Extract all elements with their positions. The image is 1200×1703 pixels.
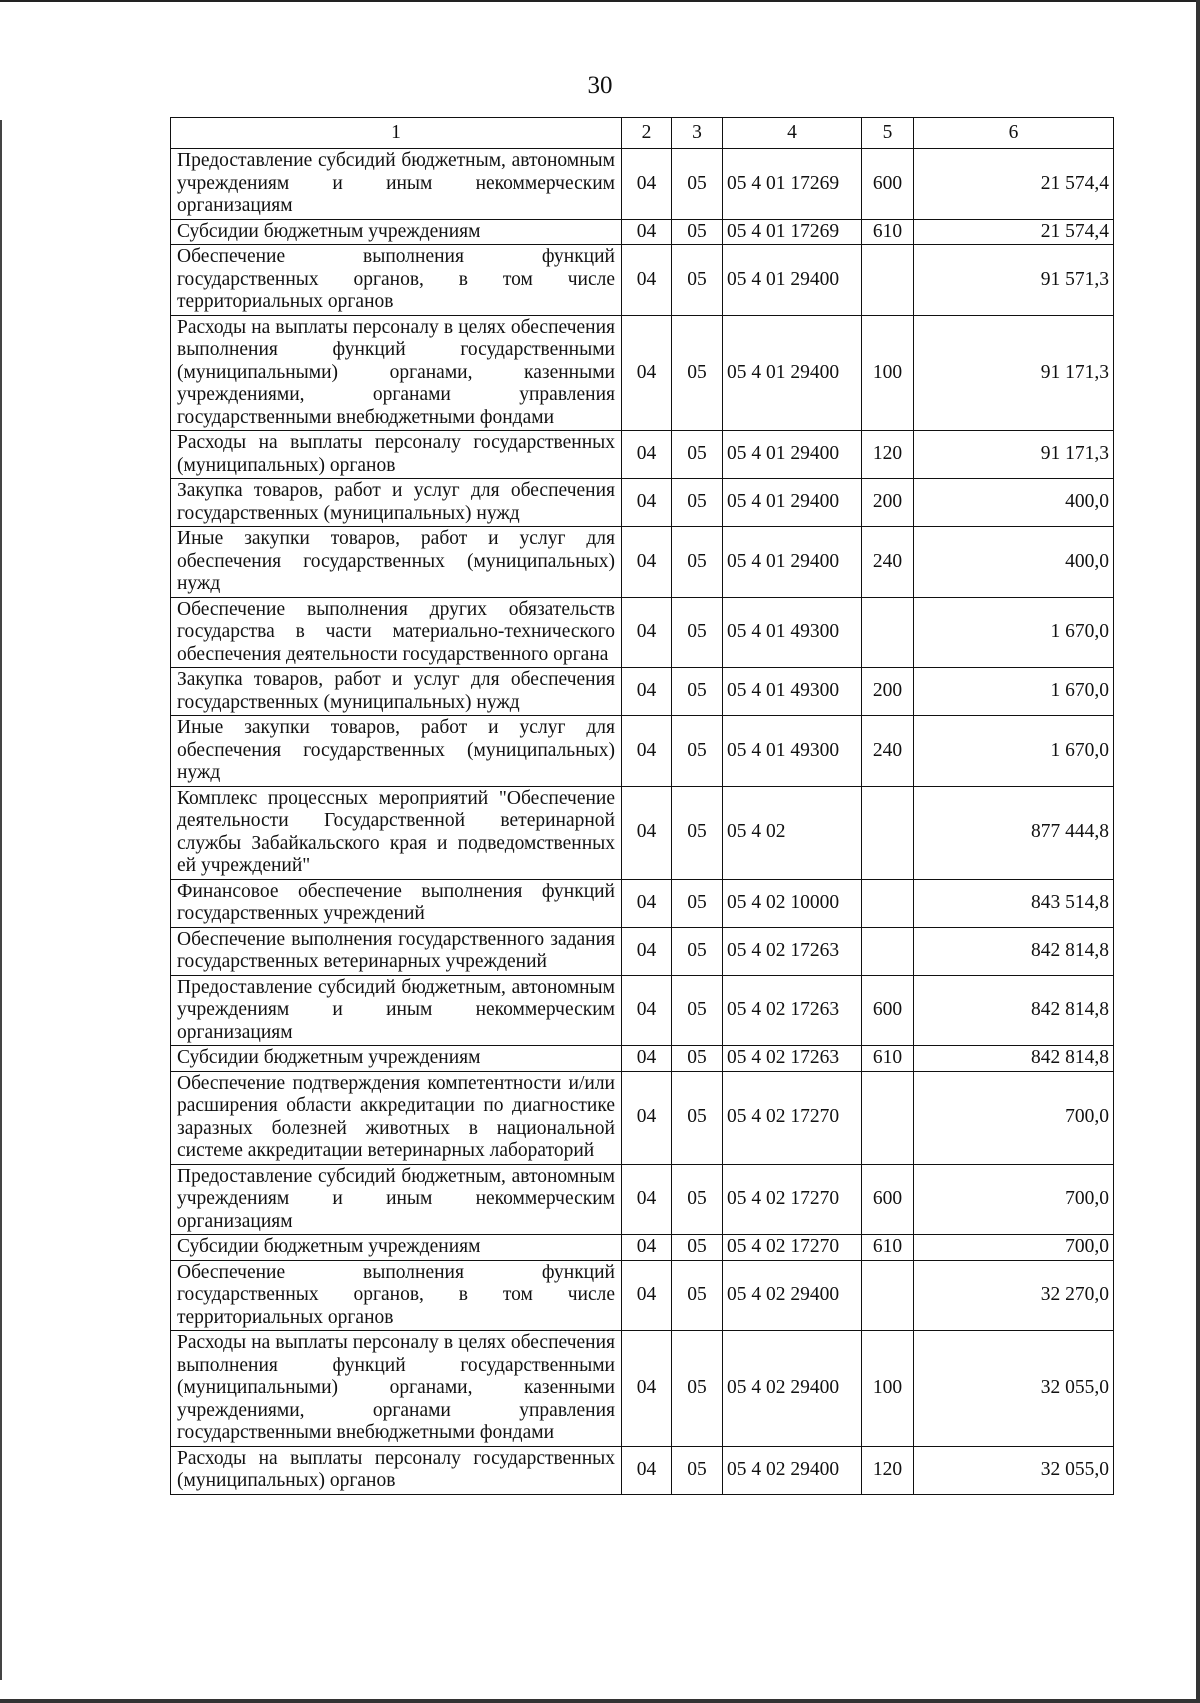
- table-body: [171, 149, 1114, 1495]
- table-row: [171, 1235, 1114, 1261]
- row-expense-type-cell: 240: [862, 716, 914, 787]
- row-name-cell: Иные закупки товаров, работ и услуг для обеспечения государственных (муниципальных) нужд: [171, 716, 622, 787]
- table-row: [171, 927, 1114, 975]
- table-row: [171, 527, 1114, 598]
- row-amount-cell: 21 574,4: [914, 149, 1114, 220]
- table-row: [171, 1071, 1114, 1164]
- row-section-cell: 04: [622, 786, 672, 879]
- row-target-code-cell: 05 4 02 17270: [723, 1235, 862, 1261]
- row-amount-cell: 91 171,3: [914, 431, 1114, 479]
- row-expense-type-cell: [862, 1071, 914, 1164]
- row-subsection-cell: 05: [672, 149, 723, 220]
- header-col-5: 5: [862, 118, 914, 149]
- row-target-code-cell: 05 4 02 17270: [723, 1071, 862, 1164]
- row-section-cell: 04: [622, 219, 672, 245]
- table-row: [171, 668, 1114, 716]
- row-expense-type-cell: 600: [862, 975, 914, 1046]
- table-row: [171, 479, 1114, 527]
- row-name-cell: Финансовое обеспечение выполнения функций государственных учреждений: [171, 879, 622, 927]
- row-subsection-cell: 05: [672, 1046, 723, 1072]
- budget-table: [170, 117, 1114, 1495]
- row-name-cell: Предоставление субсидий бюджетным, автономным учреждениям и иным некоммерческим организациям: [171, 1164, 622, 1235]
- row-amount-cell: 700,0: [914, 1164, 1114, 1235]
- row-amount-cell: 700,0: [914, 1071, 1114, 1164]
- row-name-cell: Закупка товаров, работ и услуг для обеспечения государственных (муниципальных) нужд: [171, 668, 622, 716]
- row-name-cell: Расходы на выплаты персоналу в целях обеспечения выполнения функций государственными (муниципальными) органами, казенными учреждениями, органами управления государственными внебюджетными фондами: [171, 315, 622, 431]
- table-row: [171, 315, 1114, 431]
- table-row: [171, 431, 1114, 479]
- row-name-cell: Расходы на выплаты персоналу государственных (муниципальных) органов: [171, 431, 622, 479]
- header-col-4: 4: [723, 118, 862, 149]
- row-amount-cell: 32 055,0: [914, 1331, 1114, 1447]
- row-name-cell: Предоставление субсидий бюджетным, автономным учреждениям и иным некоммерческим организациям: [171, 149, 622, 220]
- row-name-cell: Расходы на выплаты персоналу в целях обеспечения выполнения функций государственными (муниципальными) органами, казенными учреждениями, органами управления государственными внебюджетными фондами: [171, 1331, 622, 1447]
- row-expense-type-cell: 120: [862, 431, 914, 479]
- row-target-code-cell: 05 4 01 29400: [723, 527, 862, 598]
- row-target-code-cell: 05 4 01 49300: [723, 597, 862, 668]
- table-row: [171, 149, 1114, 220]
- row-section-cell: 04: [622, 927, 672, 975]
- row-subsection-cell: 05: [672, 1164, 723, 1235]
- row-subsection-cell: 05: [672, 879, 723, 927]
- row-subsection-cell: 05: [672, 315, 723, 431]
- row-name-cell: Иные закупки товаров, работ и услуг для обеспечения государственных (муниципальных) нужд: [171, 527, 622, 598]
- row-section-cell: 04: [622, 315, 672, 431]
- row-expense-type-cell: 200: [862, 479, 914, 527]
- header-col-3: 3: [672, 118, 723, 149]
- row-expense-type-cell: 610: [862, 219, 914, 245]
- row-section-cell: 04: [622, 479, 672, 527]
- row-amount-cell: 877 444,8: [914, 786, 1114, 879]
- row-subsection-cell: 05: [672, 1235, 723, 1261]
- scan-edge-top: [0, 0, 1200, 2]
- table-row: [171, 597, 1114, 668]
- header-col-2: 2: [622, 118, 672, 149]
- row-target-code-cell: 05 4 01 17269: [723, 219, 862, 245]
- table-row: [171, 219, 1114, 245]
- row-subsection-cell: 05: [672, 927, 723, 975]
- row-amount-cell: 842 814,8: [914, 1046, 1114, 1072]
- row-target-code-cell: 05 4 02 17263: [723, 927, 862, 975]
- row-name-cell: Обеспечение выполнения государственного задания государственных ветеринарных учреждений: [171, 927, 622, 975]
- row-section-cell: 04: [622, 1046, 672, 1072]
- row-section-cell: 04: [622, 975, 672, 1046]
- row-name-cell: Обеспечение выполнения функций государственных органов, в том числе территориальных органов: [171, 245, 622, 316]
- row-amount-cell: 21 574,4: [914, 219, 1114, 245]
- row-subsection-cell: 05: [672, 431, 723, 479]
- header-col-1: 1: [171, 118, 622, 149]
- table-row: [171, 1164, 1114, 1235]
- row-target-code-cell: 05 4 02 17263: [723, 1046, 862, 1072]
- table-header-row: [171, 118, 1114, 149]
- row-section-cell: 04: [622, 1164, 672, 1235]
- row-name-cell: Комплекс процессных мероприятий "Обеспечение деятельности Государственной ветеринарной службы Забайкальского края и подведомственных ей учреждений": [171, 786, 622, 879]
- row-amount-cell: 842 814,8: [914, 975, 1114, 1046]
- row-expense-type-cell: [862, 597, 914, 668]
- row-target-code-cell: 05 4 02 10000: [723, 879, 862, 927]
- row-target-code-cell: 05 4 02 17263: [723, 975, 862, 1046]
- row-name-cell: Субсидии бюджетным учреждениям: [171, 219, 622, 245]
- row-name-cell: Обеспечение выполнения других обязательств государства в части материально-технического обеспечения деятельности государственного органа: [171, 597, 622, 668]
- row-subsection-cell: 05: [672, 597, 723, 668]
- row-subsection-cell: 05: [672, 975, 723, 1046]
- row-expense-type-cell: 100: [862, 1331, 914, 1447]
- table-row: [171, 879, 1114, 927]
- row-expense-type-cell: [862, 245, 914, 316]
- row-name-cell: Закупка товаров, работ и услуг для обеспечения государственных (муниципальных) нужд: [171, 479, 622, 527]
- row-expense-type-cell: 240: [862, 527, 914, 598]
- row-expense-type-cell: [862, 879, 914, 927]
- row-name-cell: Субсидии бюджетным учреждениям: [171, 1235, 622, 1261]
- row-subsection-cell: 05: [672, 527, 723, 598]
- row-amount-cell: 842 814,8: [914, 927, 1114, 975]
- row-section-cell: 04: [622, 597, 672, 668]
- row-target-code-cell: 05 4 02 29400: [723, 1446, 862, 1494]
- row-amount-cell: 1 670,0: [914, 597, 1114, 668]
- table-row: [171, 1260, 1114, 1331]
- row-section-cell: 04: [622, 668, 672, 716]
- row-subsection-cell: 05: [672, 219, 723, 245]
- table-row: [171, 1046, 1114, 1072]
- row-target-code-cell: 05 4 01 29400: [723, 315, 862, 431]
- row-expense-type-cell: 100: [862, 315, 914, 431]
- row-section-cell: 04: [622, 1071, 672, 1164]
- row-target-code-cell: 05 4 02 29400: [723, 1331, 862, 1447]
- row-amount-cell: 91 171,3: [914, 315, 1114, 431]
- row-expense-type-cell: 120: [862, 1446, 914, 1494]
- row-amount-cell: 400,0: [914, 527, 1114, 598]
- row-amount-cell: 700,0: [914, 1235, 1114, 1261]
- row-target-code-cell: 05 4 02: [723, 786, 862, 879]
- row-amount-cell: 32 270,0: [914, 1260, 1114, 1331]
- row-expense-type-cell: 610: [862, 1235, 914, 1261]
- row-target-code-cell: 05 4 01 49300: [723, 716, 862, 787]
- row-subsection-cell: 05: [672, 245, 723, 316]
- row-expense-type-cell: [862, 927, 914, 975]
- row-section-cell: 04: [622, 1331, 672, 1447]
- row-expense-type-cell: 610: [862, 1046, 914, 1072]
- row-expense-type-cell: 600: [862, 1164, 914, 1235]
- row-section-cell: 04: [622, 716, 672, 787]
- header-col-6: 6: [914, 118, 1114, 149]
- row-expense-type-cell: [862, 1260, 914, 1331]
- table-row: [171, 716, 1114, 787]
- row-target-code-cell: 05 4 01 29400: [723, 431, 862, 479]
- row-section-cell: 04: [622, 1260, 672, 1331]
- row-name-cell: Обеспечение выполнения функций государственных органов, в том числе территориальных органов: [171, 1260, 622, 1331]
- table-row: [171, 1331, 1114, 1447]
- page-number: 30: [587, 72, 613, 99]
- row-subsection-cell: 05: [672, 1331, 723, 1447]
- table-row: [171, 975, 1114, 1046]
- row-section-cell: 04: [622, 879, 672, 927]
- row-name-cell: Предоставление субсидий бюджетным, автономным учреждениям и иным некоммерческим организациям: [171, 975, 622, 1046]
- table-row: [171, 1446, 1114, 1494]
- row-target-code-cell: 05 4 02 17270: [723, 1164, 862, 1235]
- row-section-cell: 04: [622, 1235, 672, 1261]
- row-subsection-cell: 05: [672, 1446, 723, 1494]
- row-subsection-cell: 05: [672, 479, 723, 527]
- row-expense-type-cell: 600: [862, 149, 914, 220]
- row-name-cell: Расходы на выплаты персоналу государственных (муниципальных) органов: [171, 1446, 622, 1494]
- scan-edge-left: [0, 120, 2, 1680]
- row-target-code-cell: 05 4 01 29400: [723, 479, 862, 527]
- scan-edge-right: [1196, 0, 1200, 1703]
- row-section-cell: 04: [622, 149, 672, 220]
- row-target-code-cell: 05 4 01 17269: [723, 149, 862, 220]
- table-row: [171, 245, 1114, 316]
- row-name-cell: Обеспечение подтверждения компетентности и/или расширения области аккредитации по диагностике заразных болезней животных в национальной системе аккредитации ветеринарных лабораторий: [171, 1071, 622, 1164]
- row-name-cell: Субсидии бюджетным учреждениям: [171, 1046, 622, 1072]
- row-amount-cell: 91 571,3: [914, 245, 1114, 316]
- row-expense-type-cell: 200: [862, 668, 914, 716]
- row-amount-cell: 1 670,0: [914, 716, 1114, 787]
- row-subsection-cell: 05: [672, 1071, 723, 1164]
- row-target-code-cell: 05 4 01 29400: [723, 245, 862, 316]
- row-expense-type-cell: [862, 786, 914, 879]
- row-section-cell: 04: [622, 245, 672, 316]
- row-subsection-cell: 05: [672, 786, 723, 879]
- row-section-cell: 04: [622, 527, 672, 598]
- scan-edge-bottom: [0, 1699, 1200, 1703]
- row-subsection-cell: 05: [672, 668, 723, 716]
- row-amount-cell: 1 670,0: [914, 668, 1114, 716]
- row-section-cell: 04: [622, 1446, 672, 1494]
- row-amount-cell: 843 514,8: [914, 879, 1114, 927]
- row-target-code-cell: 05 4 02 29400: [723, 1260, 862, 1331]
- row-amount-cell: 32 055,0: [914, 1446, 1114, 1494]
- table-row: [171, 786, 1114, 879]
- row-subsection-cell: 05: [672, 1260, 723, 1331]
- row-section-cell: 04: [622, 431, 672, 479]
- row-amount-cell: 400,0: [914, 479, 1114, 527]
- row-target-code-cell: 05 4 01 49300: [723, 668, 862, 716]
- row-subsection-cell: 05: [672, 716, 723, 787]
